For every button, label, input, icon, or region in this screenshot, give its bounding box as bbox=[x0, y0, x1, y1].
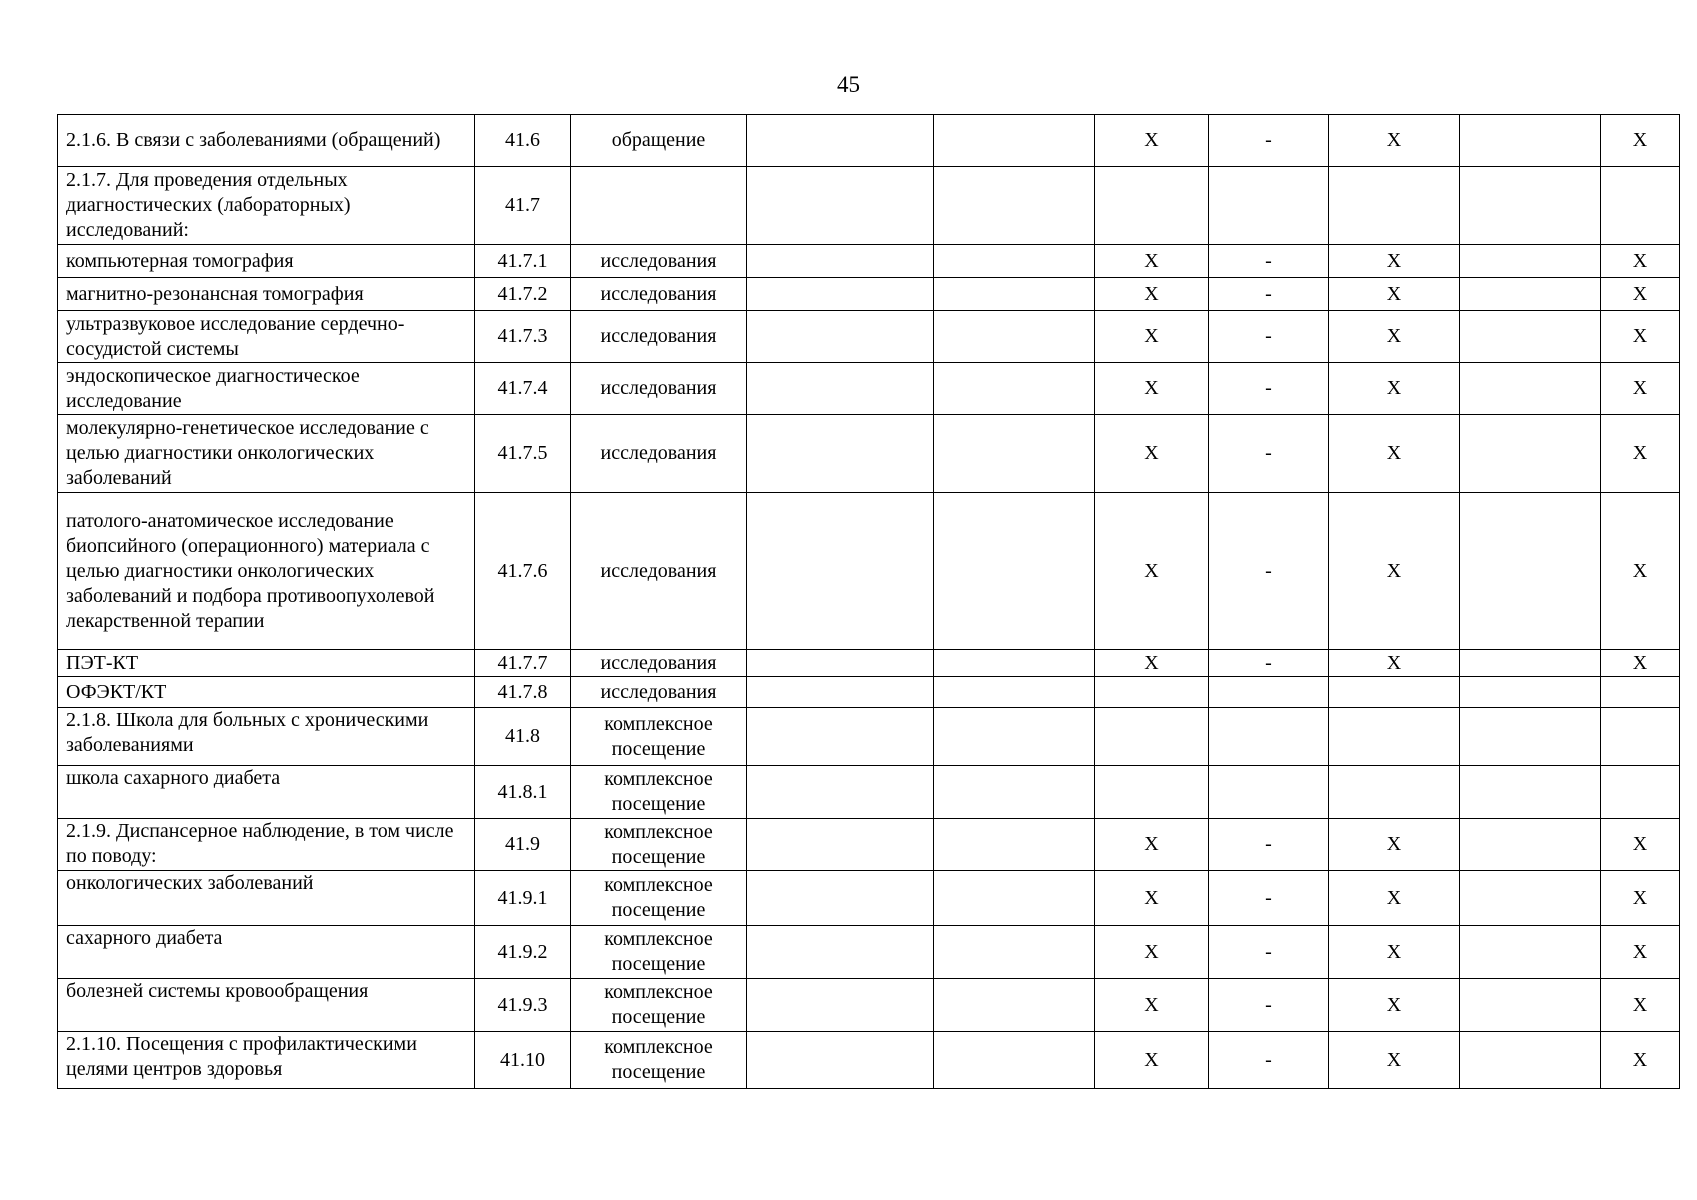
cell-mark: X bbox=[1601, 415, 1680, 493]
row-unit bbox=[571, 926, 747, 979]
row-code: 41.7.2 bbox=[475, 278, 571, 311]
row-code: 41.10 bbox=[475, 1032, 571, 1089]
cell-mark: X bbox=[1329, 493, 1460, 650]
cell-mark: X bbox=[1329, 871, 1460, 926]
cell-empty bbox=[934, 677, 1095, 708]
cell-empty bbox=[934, 766, 1095, 819]
cell-mark: - bbox=[1209, 245, 1329, 278]
cell-mark: X bbox=[1601, 115, 1680, 167]
unit-line: посещение bbox=[611, 793, 706, 815]
cell-mark: X bbox=[1329, 1032, 1460, 1089]
cell-mark: - bbox=[1209, 819, 1329, 871]
unit-line: посещение bbox=[611, 845, 706, 868]
cell-mark bbox=[1095, 167, 1209, 245]
cell-empty bbox=[934, 115, 1095, 167]
cell-mark: - bbox=[1209, 871, 1329, 926]
row-unit bbox=[571, 708, 747, 766]
row-name: школа сахарного диабета bbox=[58, 766, 475, 819]
row-unit bbox=[571, 871, 747, 926]
row-code: 41.9 bbox=[475, 819, 571, 871]
cell-mark: X bbox=[1095, 650, 1209, 677]
cell-empty bbox=[1460, 650, 1601, 677]
cell-mark: - bbox=[1209, 650, 1329, 677]
table-row bbox=[58, 708, 1680, 766]
row-code: 41.8.1 bbox=[475, 766, 571, 819]
cell-empty bbox=[747, 493, 934, 650]
cell-mark: X bbox=[1601, 819, 1680, 871]
row-name: магнитно-резонансная томография bbox=[58, 278, 475, 311]
cell-empty bbox=[747, 278, 934, 311]
unit-line: посещение bbox=[611, 899, 706, 921]
table-row bbox=[58, 167, 1680, 245]
cell-empty bbox=[747, 677, 934, 708]
cell-empty bbox=[934, 245, 1095, 278]
cell-mark bbox=[1601, 677, 1680, 708]
cell-empty bbox=[1460, 415, 1601, 493]
cell-mark: X bbox=[1095, 819, 1209, 871]
cell-empty bbox=[1460, 167, 1601, 245]
row-code: 41.9.2 bbox=[475, 926, 571, 979]
cell-empty bbox=[934, 167, 1095, 245]
cell-empty bbox=[1460, 1032, 1601, 1089]
cell-empty bbox=[747, 766, 934, 819]
cell-mark bbox=[1329, 708, 1460, 766]
cell-mark: - bbox=[1209, 115, 1329, 167]
cell-empty bbox=[747, 650, 934, 677]
cell-empty bbox=[934, 871, 1095, 926]
table-row bbox=[58, 493, 1680, 650]
cell-mark bbox=[1209, 167, 1329, 245]
table-row bbox=[58, 677, 1680, 708]
cell-empty bbox=[934, 415, 1095, 493]
table-row bbox=[58, 363, 1680, 415]
row-unit: исследования bbox=[571, 415, 747, 493]
cell-mark: - bbox=[1209, 415, 1329, 493]
row-name: 2.1.6. В связи с заболеваниями (обращений) bbox=[58, 115, 475, 167]
cell-empty bbox=[747, 245, 934, 278]
cell-mark: X bbox=[1329, 650, 1460, 677]
row-unit: исследования bbox=[571, 493, 747, 650]
row-code: 41.7.1 bbox=[475, 245, 571, 278]
cell-mark: - bbox=[1209, 311, 1329, 363]
row-unit bbox=[571, 766, 747, 819]
cell-empty bbox=[934, 493, 1095, 650]
cell-mark: X bbox=[1329, 819, 1460, 871]
row-code: 41.9.3 bbox=[475, 979, 571, 1032]
unit-line: комплексное bbox=[604, 981, 713, 1003]
row-name: 2.1.9. Диспансерное наблюдение, в том числе по поводу: bbox=[58, 819, 475, 871]
row-code: 41.7.7 bbox=[475, 650, 571, 677]
cell-mark: X bbox=[1601, 926, 1680, 979]
table-row bbox=[58, 245, 1680, 278]
cell-mark: - bbox=[1209, 926, 1329, 979]
cell-mark bbox=[1209, 766, 1329, 819]
cell-mark: X bbox=[1095, 493, 1209, 650]
cell-mark bbox=[1209, 708, 1329, 766]
unit-line: комплексное bbox=[604, 874, 713, 896]
row-name: сахарного диабета bbox=[58, 926, 475, 979]
unit-line: посещение bbox=[611, 953, 706, 975]
unit-line: комплексное bbox=[604, 820, 713, 843]
row-code: 41.8 bbox=[475, 708, 571, 766]
row-code: 41.6 bbox=[475, 115, 571, 167]
table-row bbox=[58, 278, 1680, 311]
row-unit: обращение bbox=[571, 115, 747, 167]
table-row bbox=[58, 766, 1680, 819]
row-name: онкологических заболеваний bbox=[58, 871, 475, 926]
row-name: 2.1.10. Посещения с профилактическими целями центров здоровья bbox=[58, 1032, 475, 1089]
row-name: ультразвуковое исследование сердечно-сосудистой системы bbox=[58, 311, 475, 363]
cell-mark: X bbox=[1329, 278, 1460, 311]
row-unit bbox=[571, 1032, 747, 1089]
cell-mark: X bbox=[1601, 1032, 1680, 1089]
cell-mark: - bbox=[1209, 493, 1329, 650]
cell-empty bbox=[934, 819, 1095, 871]
cell-empty bbox=[934, 979, 1095, 1032]
row-unit bbox=[571, 167, 747, 245]
row-name: эндоскопическое диагностическое исследование bbox=[58, 363, 475, 415]
cell-empty bbox=[747, 363, 934, 415]
cell-empty bbox=[1460, 677, 1601, 708]
table-row bbox=[58, 819, 1680, 871]
cell-mark: X bbox=[1095, 245, 1209, 278]
cell-mark: X bbox=[1329, 115, 1460, 167]
table-row bbox=[58, 979, 1680, 1032]
cell-empty bbox=[1460, 871, 1601, 926]
cell-mark: X bbox=[1095, 926, 1209, 979]
unit-line: комплексное bbox=[604, 1036, 713, 1058]
table-row bbox=[58, 415, 1680, 493]
cell-mark: X bbox=[1329, 245, 1460, 278]
cell-empty bbox=[747, 311, 934, 363]
cell-mark: X bbox=[1095, 363, 1209, 415]
services-table bbox=[57, 114, 1680, 1089]
row-name: молекулярно-генетическое исследование с целью диагностики онкологических заболеваний bbox=[58, 415, 475, 493]
cell-mark bbox=[1601, 708, 1680, 766]
row-code: 41.7.3 bbox=[475, 311, 571, 363]
cell-mark bbox=[1329, 677, 1460, 708]
cell-mark: X bbox=[1601, 871, 1680, 926]
unit-line: посещение bbox=[611, 1006, 706, 1028]
cell-empty bbox=[1460, 311, 1601, 363]
cell-mark bbox=[1329, 766, 1460, 819]
cell-empty bbox=[1460, 979, 1601, 1032]
cell-mark bbox=[1095, 677, 1209, 708]
cell-mark: X bbox=[1601, 363, 1680, 415]
cell-empty bbox=[747, 979, 934, 1032]
table-row bbox=[58, 871, 1680, 926]
row-name: ПЭТ-КТ bbox=[58, 650, 475, 677]
cell-mark: - bbox=[1209, 363, 1329, 415]
cell-mark bbox=[1095, 766, 1209, 819]
row-name: ОФЭКТ/КТ bbox=[58, 677, 475, 708]
unit-line: комплексное bbox=[604, 928, 713, 950]
cell-mark bbox=[1329, 167, 1460, 245]
cell-empty bbox=[747, 167, 934, 245]
row-unit: исследования bbox=[571, 677, 747, 708]
cell-mark: X bbox=[1329, 363, 1460, 415]
cell-empty bbox=[934, 650, 1095, 677]
cell-empty bbox=[934, 926, 1095, 979]
row-name: болезней системы кровообращения bbox=[58, 979, 475, 1032]
cell-empty bbox=[747, 1032, 934, 1089]
row-unit bbox=[571, 819, 747, 871]
cell-empty bbox=[747, 415, 934, 493]
cell-empty bbox=[1460, 493, 1601, 650]
row-unit: исследования bbox=[571, 245, 747, 278]
cell-mark bbox=[1095, 708, 1209, 766]
cell-mark bbox=[1209, 677, 1329, 708]
cell-empty bbox=[934, 363, 1095, 415]
cell-empty bbox=[1460, 708, 1601, 766]
cell-mark: X bbox=[1601, 493, 1680, 650]
cell-empty bbox=[1460, 926, 1601, 979]
row-code: 41.7.5 bbox=[475, 415, 571, 493]
cell-mark: - bbox=[1209, 979, 1329, 1032]
row-name: компьютерная томография bbox=[58, 245, 475, 278]
row-unit: исследования bbox=[571, 363, 747, 415]
row-name: 2.1.8. Школа для больных с хроническими заболеваниями bbox=[58, 708, 475, 766]
cell-empty bbox=[934, 278, 1095, 311]
cell-mark: X bbox=[1601, 650, 1680, 677]
cell-empty bbox=[747, 871, 934, 926]
unit-line: посещение bbox=[611, 1061, 706, 1083]
cell-empty bbox=[1460, 115, 1601, 167]
cell-empty bbox=[1460, 245, 1601, 278]
unit-line: комплексное bbox=[604, 768, 713, 790]
table-row bbox=[58, 311, 1680, 363]
cell-mark: X bbox=[1329, 415, 1460, 493]
row-code: 41.7.4 bbox=[475, 363, 571, 415]
cell-empty bbox=[1460, 819, 1601, 871]
cell-mark: X bbox=[1601, 245, 1680, 278]
row-name: патолого-анатомическое исследование биопсийного (операционного) материала с целью диагностики онкологических заболеваний и подбора противоопухолевой лекарственной терапии bbox=[58, 493, 475, 650]
cell-mark bbox=[1601, 766, 1680, 819]
row-code: 41.7 bbox=[475, 167, 571, 245]
cell-empty bbox=[747, 819, 934, 871]
cell-mark: X bbox=[1329, 311, 1460, 363]
cell-mark: - bbox=[1209, 278, 1329, 311]
cell-empty bbox=[747, 115, 934, 167]
cell-mark: X bbox=[1095, 115, 1209, 167]
row-unit: исследования bbox=[571, 278, 747, 311]
cell-mark: X bbox=[1095, 311, 1209, 363]
unit-line: комплексное bbox=[604, 712, 713, 735]
row-unit: исследования bbox=[571, 650, 747, 677]
cell-mark: X bbox=[1601, 278, 1680, 311]
cell-empty bbox=[934, 311, 1095, 363]
row-code: 41.7.8 bbox=[475, 677, 571, 708]
row-unit bbox=[571, 979, 747, 1032]
cell-empty bbox=[934, 1032, 1095, 1089]
table-row bbox=[58, 115, 1680, 167]
cell-empty bbox=[934, 708, 1095, 766]
cell-mark: X bbox=[1601, 979, 1680, 1032]
cell-mark: X bbox=[1095, 415, 1209, 493]
table-row bbox=[58, 650, 1680, 677]
cell-empty bbox=[747, 926, 934, 979]
cell-mark: X bbox=[1329, 926, 1460, 979]
cell-mark: - bbox=[1209, 1032, 1329, 1089]
cell-mark: X bbox=[1095, 278, 1209, 311]
cell-empty bbox=[747, 708, 934, 766]
row-code: 41.9.1 bbox=[475, 871, 571, 926]
cell-empty bbox=[1460, 278, 1601, 311]
row-name: 2.1.7. Для проведения отдельных диагностических (лабораторных) исследований: bbox=[58, 167, 475, 245]
cell-mark: X bbox=[1095, 1032, 1209, 1089]
cell-empty bbox=[1460, 766, 1601, 819]
cell-empty bbox=[1460, 363, 1601, 415]
cell-mark: X bbox=[1329, 979, 1460, 1032]
page-number: 45 bbox=[837, 72, 860, 97]
cell-mark: X bbox=[1095, 871, 1209, 926]
row-code: 41.7.6 bbox=[475, 493, 571, 650]
unit-line: посещение bbox=[611, 737, 706, 760]
cell-mark: X bbox=[1095, 979, 1209, 1032]
row-unit: исследования bbox=[571, 311, 747, 363]
cell-mark: X bbox=[1601, 311, 1680, 363]
table-row bbox=[58, 1032, 1680, 1089]
table-row bbox=[58, 926, 1680, 979]
cell-mark bbox=[1601, 167, 1680, 245]
